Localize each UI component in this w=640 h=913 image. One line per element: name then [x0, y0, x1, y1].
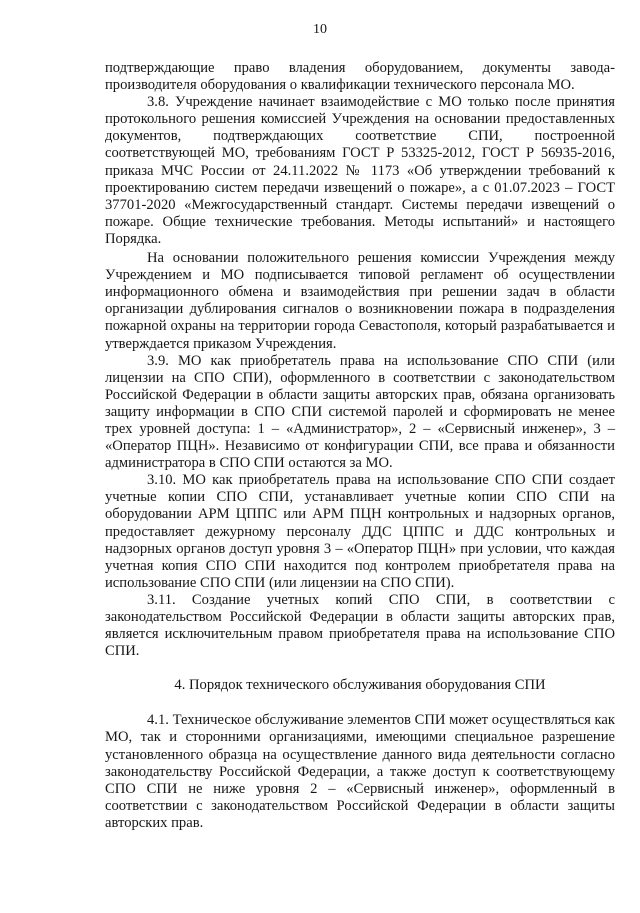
paragraph-3-10: 3.10. МО как приобретатель права на использование СПО СПИ создает учетные копии СПО СПИ, устанавливает учетные копии СПО СПИ на оборудовании АРМ ЦППС или АРМ ПЦН контрольных и надзорных органов, предоставляет дежурному персоналу ДДС ЦППС и ДДС контрольных и надзорных органов доступ уровня 3 – «Оператор ПЦН» при условии, что каждая учетная копия СПО СПИ находится под контролем приобретателя права на использование СПО СПИ (или лицензии на СПО СПИ). — [105, 472, 615, 591]
section-4-heading: 4. Порядок технического обслуживания оборудования СПИ — [174, 677, 546, 694]
page-number: 10 — [313, 22, 327, 37]
paragraph-3-8: 3.8. Учреждение начинает взаимодействие с МО только после принятия протокольного решения комиссией Учреждения на основании предоставленных документов, подтверждающих соответствие СПИ, построенной соответствующей МО, требованиям ГОСТ Р 53325-2012, ГОСТ Р 56935-2016, приказа МЧС России от 24.11.2022 № 1173 «Об утверждении требований к проектированию систем передачи извещений о пожаре», а с 01.07.2023 – ГОСТ 37701-2020 «Межгосударственный стандарт. Системы передачи извещений о пожаре. Общие технические требования. Методы испытаний» и настоящего Порядка. — [105, 94, 615, 247]
paragraph-3-11: 3.11. Создание учетных копий СПО СПИ, в соответствии с законодательством Российской Федерации в области защиты авторских прав, является исключительным правом приобретателя права на использование СПО СПИ. — [105, 591, 615, 660]
document-body — [105, 60, 615, 832]
paragraph-section3-continued: подтверждающие право владения оборудованием, документы завода-производителя оборудования о квалификации технического персонала МО. — [105, 60, 615, 94]
paragraph-4-1: 4.1. Техническое обслуживание элементов СПИ может осуществляться как МО, так и сторонними организациями, имеющими специальное разрешение установленного образца на осуществление данного вида деятельности согласно законодательству Российской Федерации, а также доступ к соответствующему СПО СПИ не ниже уровня 2 – «Сервисный инженер», оформленный в соответствии с законодательством Российской Федерации в области защиты авторских прав. — [105, 712, 615, 831]
paragraph-3-9: 3.9. МО как приобретатель права на использование СПО СПИ (или лицензии на СПО СПИ), оформленного в соответствии с законодательством Российской Федерации в области защиты авторских прав, обязана организовать защиту информации в СПО СПИ системой паролей и сформировать не менее трех уровней доступа: 1 – «Администратор», 2 – «Сервисный инженер», 3 – «Оператор ПЦН». Независимо от конфигурации СПИ, все права и обязанности администратора в СПО СПИ остаются за МО. — [105, 352, 615, 472]
paragraph-3-8-regulation: На основании положительного решения комиссии Учреждения между Учреждением и МО подписывается типовой регламент об осуществлении информационного обмена и взаимодействия при решении задач в области организации дублирования сигналов о возникновении пожара в подразделения пожарной охраны на территории города Севастополя, который разрабатывается и утверждается приказом Учреждения. — [105, 250, 615, 352]
